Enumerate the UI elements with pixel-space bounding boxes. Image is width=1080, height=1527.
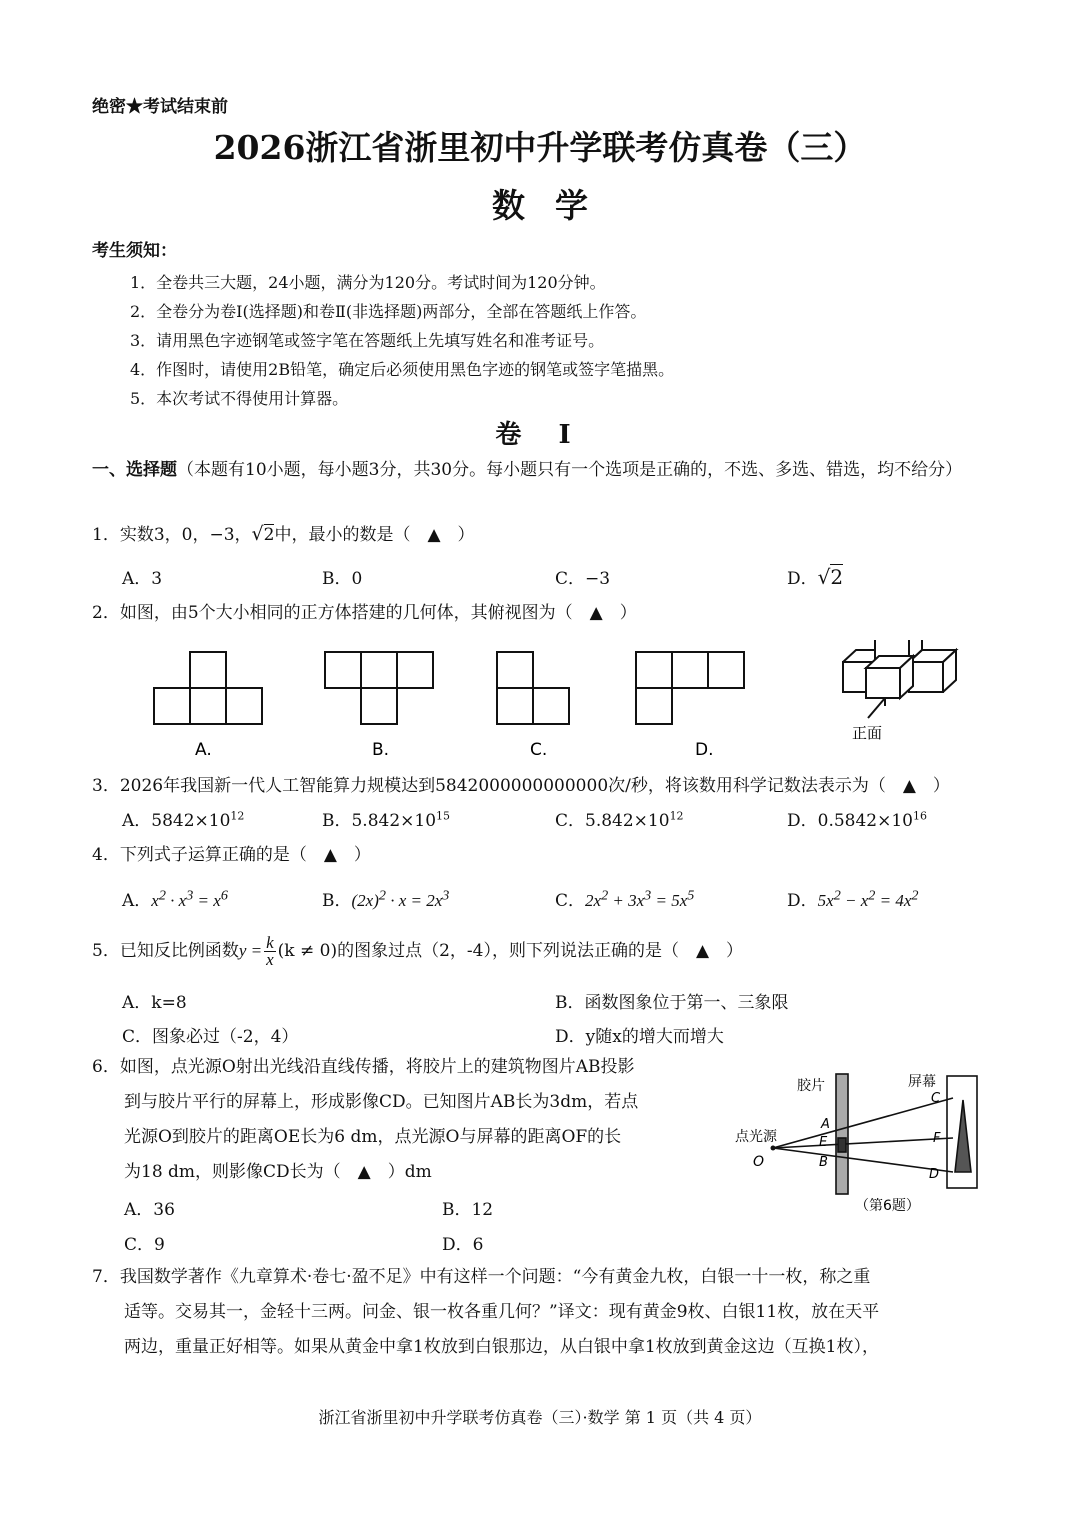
exam-title: 2026浙江省浙里初中升学联考仿真卷（三） (213, 128, 867, 167)
notice-item: 1．全卷共三大题，24小题，满分为120分。考试时间为120分钟。 (130, 273, 606, 292)
q4-option-a-label: A． (122, 891, 152, 911)
q3-option-d-base: D．0.5842×10 (787, 811, 913, 831)
q3-option-b-exp: 15 (436, 809, 451, 823)
question-1 (92, 520, 475, 545)
fig-point-o: O (753, 1154, 765, 1170)
q1-stem-a: 1．实数3，0，−3， (92, 525, 252, 545)
q2-label-b: B. (372, 740, 390, 760)
q4-option-b (322, 886, 449, 911)
q4-option-c-expr: $2x^2 + 3x^3 = 5x^5$ (585, 887, 695, 910)
q5-fraction (264, 935, 276, 968)
question-3: 3．2026年我国新一代人工智能算力规模达到5842000000000000次/秒，将该数用科学记数法表示为（ ▲ ） (92, 776, 950, 796)
q3-option-a-exp: 12 (230, 809, 245, 823)
confidential-label: 绝密★考试结束前 (92, 97, 228, 117)
q7-line: 两边，重量正好相等。如果从黄金中拿1枚放到白银那边，从白银中拿1枚放到黄金这边（互换1枚）， (124, 1337, 879, 1357)
notice-heading: 考生须知： (92, 241, 177, 261)
q4-option-d-expr: $5x^2 - x^2 = 4x^2$ (817, 887, 919, 910)
q4-option-a-expr: $x^2 \cdot x^3 = x^6$ (151, 887, 228, 910)
q3-option-b (322, 806, 450, 831)
fig-point-d: D (929, 1167, 940, 1182)
question-2: 2．如图，由5个大小相同的正方体搭建的几何体，其俯视图为（ ▲ ） (92, 603, 637, 623)
light-source-point (771, 1146, 776, 1151)
q3-option-b-base: B．5.842×10 (322, 811, 437, 831)
subject-title: 数学 (492, 186, 618, 225)
sqrt-symbol: √ (251, 523, 264, 545)
question-4: 4．下列式子运算正确的是（ ▲ ） (92, 845, 371, 865)
q1-stem-b: 中，最小的数是（ ▲ ） (274, 525, 475, 545)
q4-option-b-expr: $(2x)^2 \cdot x = 2x^3$ (351, 887, 450, 910)
notice-item: 2．全卷分为卷Ⅰ(选择题)和卷Ⅱ(非选择题)两部分，全部在答题纸上作答。 (130, 302, 647, 321)
fig-caption: （第6题） (855, 1198, 920, 1214)
q3-option-c (555, 806, 684, 831)
q4-option-a (122, 886, 228, 911)
q2-figure-a (154, 652, 262, 724)
q4-option-d-label: D． (787, 891, 818, 911)
q3-option-a (122, 806, 244, 831)
sqrt-symbol: √ (817, 565, 831, 589)
q2-figure-d (636, 652, 744, 724)
ray-of (773, 1138, 953, 1148)
q1-option-d-label: D． (787, 569, 818, 589)
q5-frac-num: k (266, 933, 274, 952)
q4-option-d (787, 886, 918, 911)
q2-figure-b (325, 652, 433, 724)
q1-option-d (787, 564, 843, 589)
question-5 (92, 932, 743, 970)
q2-label-c: C. (530, 740, 548, 760)
q5-option-c: C．图象必过（-2，4） (122, 1027, 299, 1047)
section-description: （本题有10小题，每小题3分，共30分。每小题只有一个选项是正确的，不选、多选、错选，均不给分） (177, 460, 963, 480)
q2-front-label: 正面 (852, 724, 883, 742)
section-label: 一、选择题 (92, 460, 177, 480)
q4-option-c-label: C． (555, 891, 586, 911)
q6-line: 到与胶片平行的屏幕上，形成影像CD。已知图片AB长为3dm，若点 (124, 1092, 639, 1112)
front-arrow (868, 698, 885, 718)
q3-option-d (787, 806, 927, 831)
q3-option-c-exp: 12 (669, 809, 684, 823)
film-building (838, 1138, 846, 1152)
ray-oc (773, 1098, 953, 1148)
q2-label-d: D. (695, 740, 714, 760)
q5-option-d: D．y随x的增大而增大 (555, 1027, 724, 1047)
q2-solid-figure (843, 640, 956, 698)
q6-option-a: A．36 (124, 1200, 175, 1220)
section-instructions (92, 456, 1022, 485)
volume-heading: 卷 I (495, 420, 585, 450)
q6-option-c: C．9 (124, 1235, 165, 1255)
q5-y: y = (238, 941, 263, 960)
q5-frac-den: x (266, 950, 274, 969)
q1-option-d-radicand: 2 (830, 565, 844, 589)
q5-stem-a: 5．已知反比例函数 (92, 941, 239, 961)
q4-option-b-label: B． (322, 891, 352, 911)
q5-option-a: A．k=8 (122, 993, 187, 1013)
notice-item: 5．本次考试不得使用计算器。 (130, 389, 349, 408)
fig-point-b: B (819, 1155, 828, 1170)
ray-od (773, 1148, 953, 1172)
q3-option-a-base: A．5842×10 (122, 811, 231, 831)
fig-source-label: 点光源 (735, 1129, 777, 1145)
q5-stem-b: (k ≠ 0)的图象过点（2，-4），则下列说法正确的是（ ▲ ） (277, 941, 744, 961)
fig-screen-label: 屏幕 (908, 1074, 936, 1090)
q7-line: 适等。交易其一，金轻十三两。问金、银一枚各重几何？”译文：现有黄金9枚、白银11枚，放在天平 (124, 1302, 880, 1322)
q1-radicand: 2 (263, 525, 275, 545)
q1-option-a: A．3 (122, 569, 163, 589)
q3-option-c-base: C．5.842×10 (555, 811, 670, 831)
q2-figure-c (497, 652, 569, 724)
q6-line: 6．如图，点光源O射出光线沿直线传播，将胶片上的建筑物图片AB投影 (92, 1057, 635, 1077)
q6-option-d: D．6 (442, 1235, 484, 1255)
q6-line: 光源O到胶片的距离OE长为6 dm，点光源O与屏幕的距离OF的长 (124, 1127, 622, 1147)
fig-point-e: E (819, 1135, 828, 1150)
q4-option-c (555, 886, 694, 911)
fig-film-label: 胶片 (797, 1078, 825, 1094)
q7-line: 7．我国数学著作《九章算术·卷七·盈不足》中有这样一个问题：“今有黄金九枚，白银一十一枚，称之重 (92, 1267, 871, 1287)
q5-option-b: B．函数图象位于第一、三象限 (555, 993, 789, 1013)
fig-point-a: A (821, 1117, 830, 1132)
q2-figures (140, 640, 970, 770)
screen-building (955, 1100, 971, 1172)
q6-projection-figure (725, 1068, 985, 1218)
q1-option-b: B．0 (322, 569, 363, 589)
fig-point-c: C (931, 1091, 941, 1106)
page-footer: 浙江省浙里初中升学联考仿真卷（三）·数学 第 1 页（共 4 页） (318, 1408, 762, 1427)
notice-item: 3．请用黑色字迹钢笔或签字笔在答题纸上先填写姓名和准考证号。 (130, 331, 605, 350)
fig-point-f: F (933, 1131, 941, 1146)
q3-option-d-exp: 16 (913, 809, 927, 823)
notice-item: 4．作图时，请使用2B铅笔，确定后必须使用黑色字迹的钢笔或签字笔描黑。 (130, 360, 675, 379)
q2-label-a: A. (195, 740, 212, 760)
q6-line: 为18 dm，则影像CD长为（ ▲ ）dm (124, 1162, 432, 1182)
q6-option-b: B．12 (442, 1200, 494, 1220)
film-strip (836, 1074, 848, 1194)
q1-option-c: C．−3 (555, 569, 611, 589)
